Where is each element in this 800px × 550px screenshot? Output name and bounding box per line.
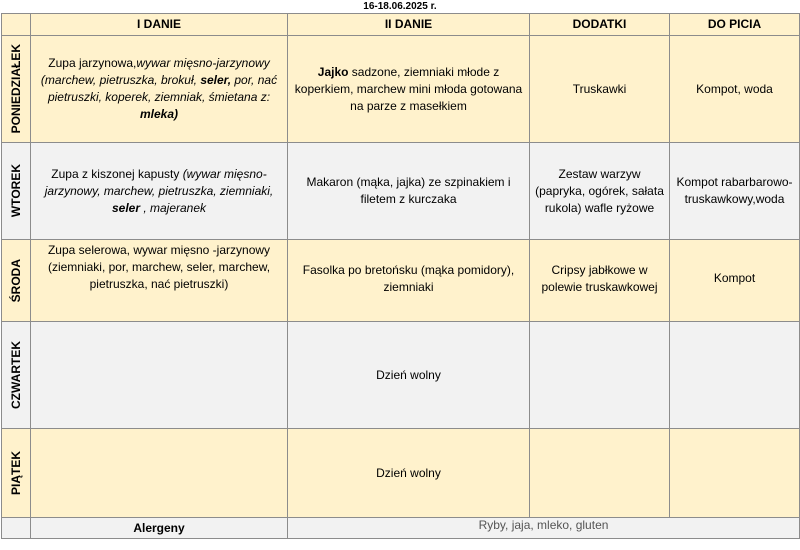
wednesday-extras: Cripsy jabłkowe w polewie truskawkowej <box>530 240 670 322</box>
allergens-value: Ryby, jaja, mleko, gluten <box>288 518 800 539</box>
wednesday-first-course: Zupa selerowa, wywar mięsno -jarzynowy (ziemniaki, por, marchew, seler, marchew, pietruszka, nać pietruszki) <box>31 240 288 322</box>
day-label-wednesday: ŚRODA <box>2 240 31 322</box>
weekly-menu-table <box>1 13 800 539</box>
allergens-label: Alergeny <box>31 518 288 539</box>
tuesday-first-course: Zupa z kiszonej kapusty (wywar mięsno-jarzynowy, marchew, pietruszka, ziemniaki, seler , majeranek <box>31 143 288 240</box>
day-label-monday: PONIEDZIAŁEK <box>2 36 31 143</box>
row-monday <box>2 36 800 143</box>
row-friday <box>2 429 800 518</box>
thursday-first-course <box>31 322 288 429</box>
day-label-friday: PIĄTEK <box>2 429 31 518</box>
monday-first-course: Zupa jarzynowa,wywar mięsno-jarzynowy (marchew, pietruszka, brokuł, seler, por, nać pietruszki, koperek, ziemniak, śmietana z: mleka) <box>31 36 288 143</box>
tuesday-extras: Zestaw warzyw (papryka, ogórek, sałata rukola) wafle ryżowe <box>530 143 670 240</box>
row-tuesday <box>2 143 800 240</box>
friday-day-off: Dzień wolny <box>288 429 530 518</box>
allergens-corner <box>2 518 31 539</box>
row-thursday <box>2 322 800 429</box>
allergens-row <box>2 518 800 539</box>
header-drinks: DO PICIA <box>670 14 800 36</box>
wednesday-drinks: Kompot <box>670 240 800 322</box>
friday-drinks <box>670 429 800 518</box>
header-extras: DODATKI <box>530 14 670 36</box>
header-second-course: II DANIE <box>288 14 530 36</box>
menu-date-title: 16-18.06.2025 r. <box>363 1 437 12</box>
monday-drinks: Kompot, woda <box>670 36 800 143</box>
tuesday-drinks: Kompot rabarbarowo-truskawkowy,woda <box>670 143 800 240</box>
thursday-extras <box>530 322 670 429</box>
header-row <box>2 14 800 36</box>
thursday-drinks <box>670 322 800 429</box>
header-first-course: I DANIE <box>31 14 288 36</box>
day-label-thursday: CZWARTEK <box>2 322 31 429</box>
day-label-tuesday: WTOREK <box>2 143 31 240</box>
row-wednesday <box>2 240 800 322</box>
friday-extras <box>530 429 670 518</box>
monday-second-course: Jajko sadzone, ziemniaki młode z koperkiem, marchew mini młoda gotowana na parze z masełkiem <box>288 36 530 143</box>
friday-first-course <box>31 429 288 518</box>
tuesday-second-course: Makaron (mąka, jajka) ze szpinakiem i filetem z kurczaka <box>288 143 530 240</box>
wednesday-second-course: Fasolka po bretońsku (mąka pomidory), ziemniaki <box>288 240 530 322</box>
thursday-day-off: Dzień wolny <box>288 322 530 429</box>
header-corner <box>2 14 31 36</box>
monday-extras: Truskawki <box>530 36 670 143</box>
